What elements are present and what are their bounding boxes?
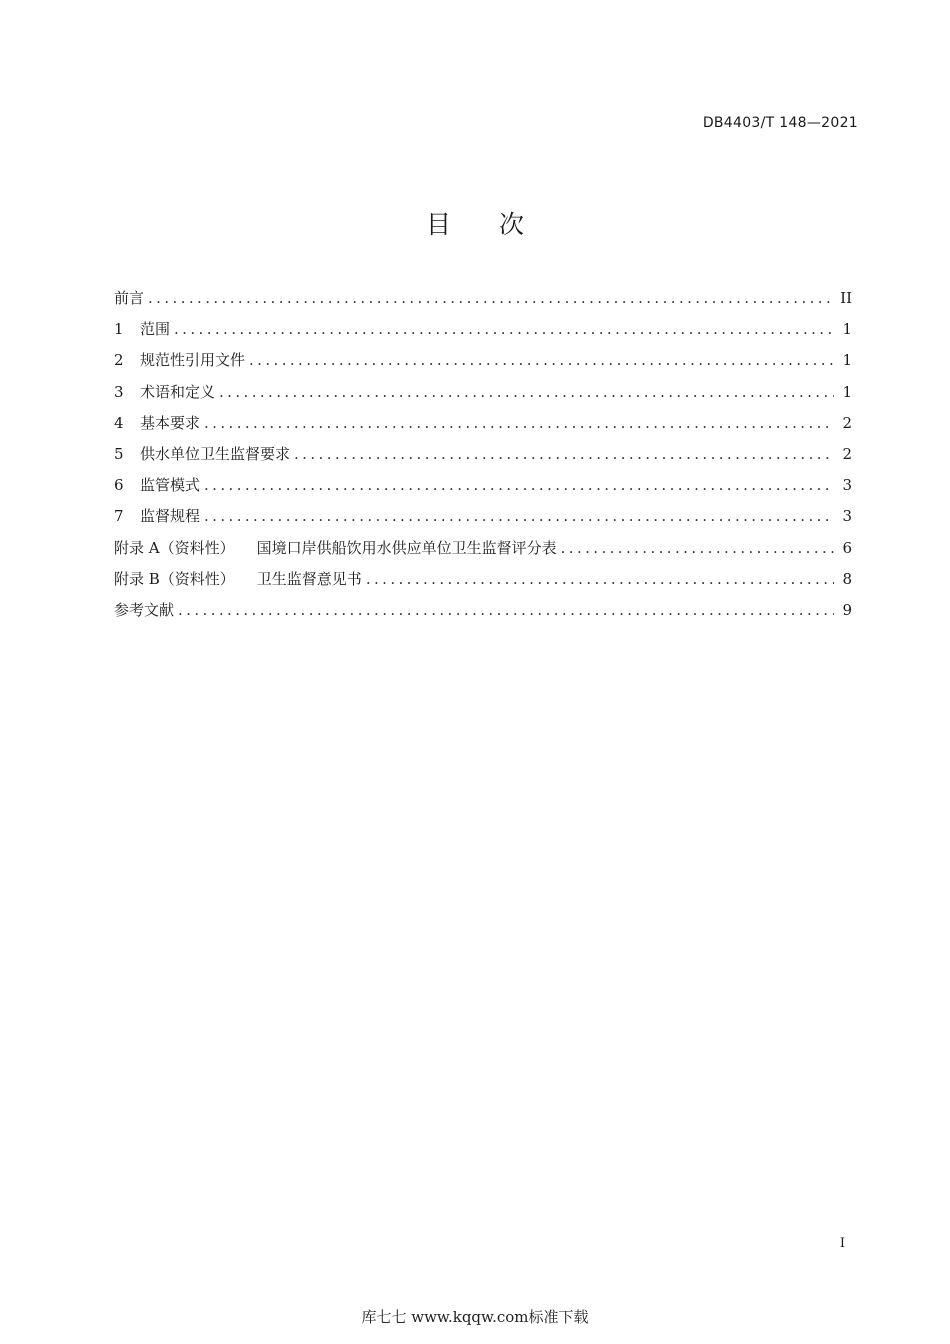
toc-entry-supervision-requirements[interactable] [114, 439, 852, 470]
toc-leader-dots [204, 470, 834, 501]
toc-appendix-title: 国境口岸供船饮用水供应单位卫生监督评分表 [256, 538, 557, 557]
toc-leader-dots [294, 439, 834, 470]
toc-entry-number: 7 [114, 507, 124, 526]
toc-entry-text: 供水单位卫生监督要求 [140, 444, 291, 463]
toc-entry-terms-definitions[interactable] [114, 377, 852, 408]
toc-entry-number: 6 [114, 476, 124, 495]
toc-entry-foreword[interactable] [114, 283, 852, 314]
toc-entry-number: 3 [114, 382, 124, 401]
toc-entry-text [114, 564, 362, 595]
toc-entry-number: 2 [114, 351, 124, 370]
toc-leader-dots [148, 283, 834, 314]
footer-watermark: 库七七 www.kqqw.com标准下载 [361, 1308, 589, 1326]
toc-entry-page: 1 [842, 320, 852, 339]
toc-entry-bibliography[interactable] [114, 595, 852, 626]
toc-leader-dots [204, 408, 834, 439]
toc-appendix-title: 卫生监督意见书 [256, 569, 362, 588]
toc-entry-page: 2 [842, 444, 852, 463]
toc-entry-basic-requirements[interactable] [114, 408, 852, 439]
toc-leader-dots [366, 564, 834, 595]
toc-title-char-2: 次 [499, 210, 525, 239]
toc-entry-page: 6 [842, 538, 852, 557]
toc-entry-normative-references[interactable] [114, 345, 852, 376]
toc-entry-text: 监管模式 [140, 476, 201, 495]
toc-entry-page: II [840, 289, 852, 307]
toc-entry-page: 3 [842, 476, 852, 495]
toc-entry-page: 9 [842, 600, 852, 619]
toc-entry-supervision-procedure[interactable] [114, 501, 852, 532]
toc-leader-dots [249, 345, 834, 376]
toc-leader-dots [178, 595, 834, 626]
toc-entry-text: 范围 [140, 320, 171, 339]
toc-entry-number: 4 [114, 413, 124, 432]
toc-title [0, 205, 950, 241]
toc-title-char-1: 目 [425, 210, 451, 239]
toc-entry-text [114, 533, 557, 564]
document-id: DB4403/T 148—2021 [702, 115, 858, 131]
toc-entry-page: 3 [842, 507, 852, 526]
toc-entry-text: 参考文献 [114, 600, 175, 619]
toc-leader-dots [219, 377, 834, 408]
toc-leader-dots [174, 314, 834, 345]
toc-entry-text: 规范性引用文件 [140, 351, 246, 370]
toc-entry-page: 8 [842, 569, 852, 588]
toc-entry-text: 监督规程 [140, 507, 201, 526]
toc-entry-text: 前言 [114, 289, 145, 307]
toc-entry-number: 1 [114, 320, 124, 339]
toc-entry-text: 术语和定义 [140, 382, 216, 401]
toc-entry-text: 基本要求 [140, 413, 201, 432]
toc-appendix-label: 附录 B（资料性） [114, 569, 235, 588]
toc-leader-dots [561, 533, 834, 564]
toc-entry-page: 1 [842, 351, 852, 370]
toc-entry-page: 2 [842, 413, 852, 432]
toc-entry-scope[interactable] [114, 314, 852, 345]
page-number: I [839, 1236, 845, 1251]
toc-entry-appendix-b[interactable] [114, 564, 852, 595]
toc-appendix-label: 附录 A（资料性） [114, 538, 235, 557]
toc-entry-appendix-a[interactable] [114, 533, 852, 564]
table-of-contents [114, 283, 852, 626]
toc-entry-number: 5 [114, 444, 124, 463]
toc-entry-supervision-mode[interactable] [114, 470, 852, 501]
toc-entry-page: 1 [842, 382, 852, 401]
toc-leader-dots [204, 501, 834, 532]
